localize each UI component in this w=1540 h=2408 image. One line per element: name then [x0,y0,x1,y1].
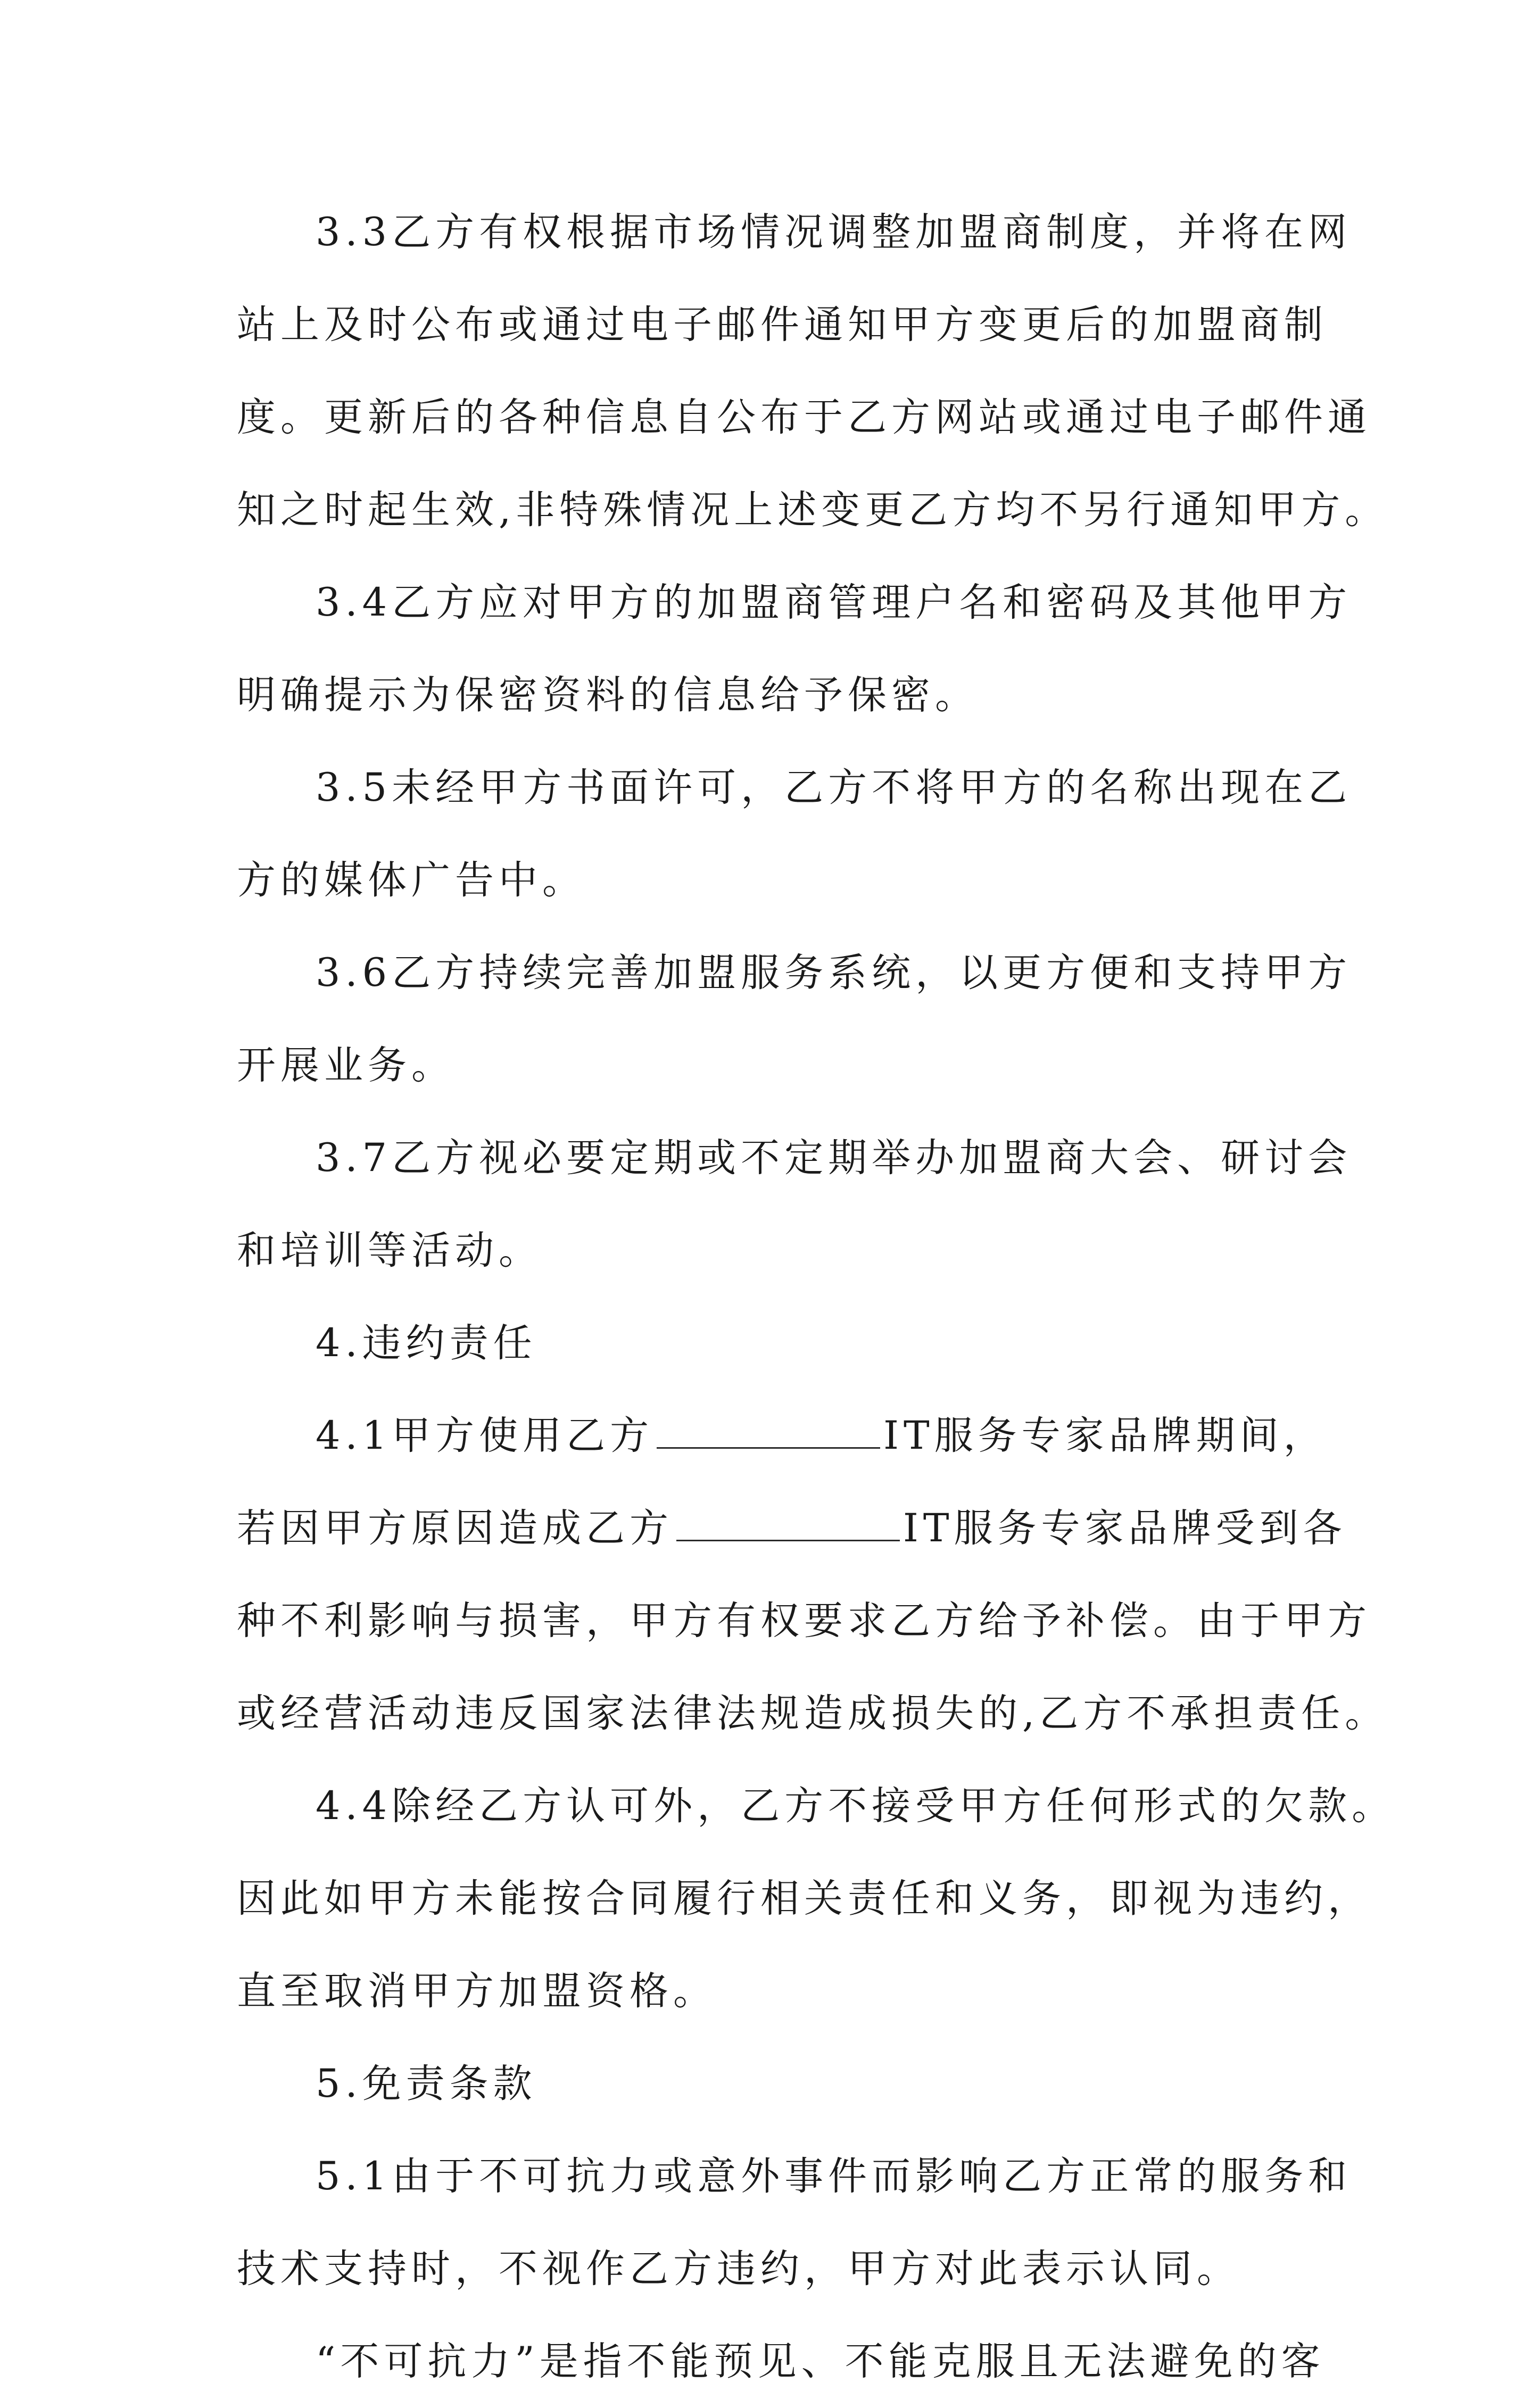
paragraph-4-4-line-1: 4.4除经乙方认可外，乙方不接受甲方任何形式的欠款。 [316,1783,1396,1829]
paragraph-3-3-line-4: 知之时起生效,非特殊情况上述变更乙方均不另行通知甲方。 [237,487,1389,533]
paragraph-3-4-line-2: 明确提示为保密资料的信息给予保密。 [237,672,979,718]
paragraph-3-3-line-2: 站上及时公布或通过电子邮件通知甲方变更后的加盟商制 [237,302,1328,347]
paragraph-3-4-line-1: 3.4乙方应对甲方的加盟商管理户名和密码及其他甲方 [316,580,1352,625]
paragraph-4-1-line-1-end: IT服务专家品牌期间， [883,1413,1327,1458]
paragraph-4-1-line-2 [237,1482,1347,1575]
paragraph-5-1-line-1: 5.1由于不可抗力或意外事件而影响乙方正常的服务和 [316,2154,1352,2199]
paragraph-4-4-line-3: 直至取消甲方加盟资格。 [237,1969,717,2014]
paragraph-3-6-line-2: 开展业务。 [237,1043,455,1088]
paragraph-5-1-line-2: 技术支持时，不视作乙方违约，甲方对此表示认同。 [237,2246,1240,2291]
section-heading-4: 4.违约责任 [316,1321,537,1366]
paragraph-3-7-line-2: 和培训等活动。 [237,1228,542,1273]
section-heading-5: 5.免责条款 [316,2061,537,2106]
paragraph-3-3-line-3: 度。更新后的各种信息自公布于乙方网站或通过电子邮件通 [237,395,1371,440]
brand-name-blank [657,1415,880,1449]
paragraph-4-1-line-2-end: IT服务专家品牌受到各 [903,1506,1347,1551]
paragraph-4-1-line-1-start: 4.1甲方使用乙方 [316,1413,654,1458]
paragraph-4-1-line-4: 或经营活动违反国家法律法规造成损失的,乙方不承担责任。 [237,1691,1389,1736]
paragraph-4-1-line-3: 种不利影响与损害，甲方有权要求乙方给予补偿。由于甲方 [237,1598,1371,1643]
paragraph-3-5-line-2: 方的媒体广告中。 [237,858,586,903]
paragraph-3-7-line-1: 3.7乙方视必要定期或不定期举办加盟商大会、研讨会 [316,1135,1352,1181]
paragraph-3-6-line-1: 3.6乙方持续完善加盟服务系统，以更方便和支持甲方 [316,950,1352,995]
paragraph-4-4-line-2: 因此如甲方未能按合同履行相关责任和义务，即视为违约， [237,1876,1371,1921]
document-body [237,186,1396,2408]
brand-name-blank [676,1508,900,1541]
force-majeure-line-1: “不可抗力”是指不能预见、不能克服且无法避免的客 [316,2339,1325,2384]
paragraph-3-3-line-1: 3.3乙方有权根据市场情况调整加盟商制度，并将在网 [316,210,1352,255]
paragraph-4-1-line-2-start: 若因甲方原因造成乙方 [237,1506,673,1551]
paragraph-3-5-line-1: 3.5未经甲方书面许可，乙方不将甲方的名称出现在乙 [316,765,1352,810]
paragraph-4-1-line-1 [237,1390,1327,1482]
